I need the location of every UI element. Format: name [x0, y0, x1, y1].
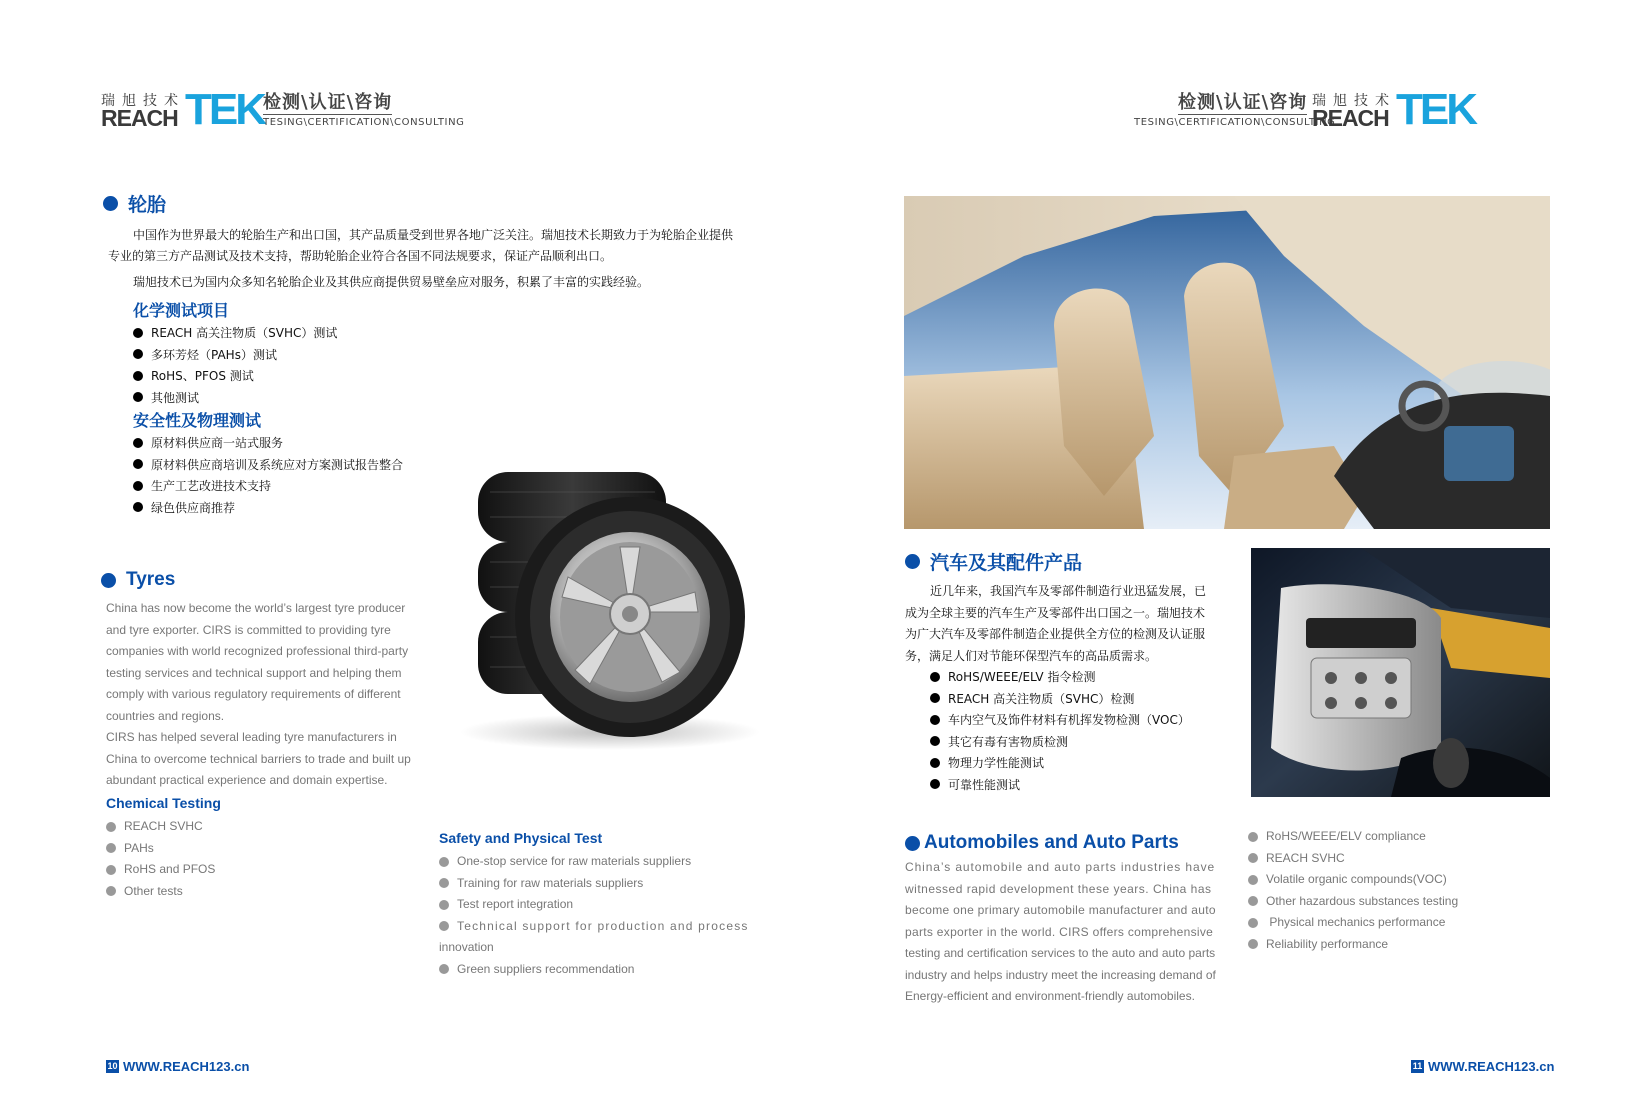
- list-item: RoHS/WEEE/ELV 指令检测: [930, 666, 1190, 688]
- list-item: REACH SVHC: [1248, 848, 1458, 870]
- tyre-cn-para1-line2: 专业的第三方产品测试及技术支持，帮助轮胎企业符合各国不同法规要求，保证产品顺利出口。: [108, 249, 613, 263]
- list-item: Test report integration: [439, 894, 759, 916]
- tyre-en-chem-list: [106, 816, 215, 902]
- list-item: 多环芳烃（PAHs）测试: [133, 344, 337, 366]
- list-item: RoHS/WEEE/ELV compliance: [1248, 826, 1458, 848]
- car-interior-illustration: [904, 196, 1550, 529]
- logo-cn-small: 瑞旭技术: [101, 93, 185, 109]
- tyre-cn-safety-title: 安全性及物理测试: [133, 411, 262, 430]
- auto-en-heading: [905, 832, 1179, 854]
- tyre-cn-chem-list: [133, 322, 337, 408]
- auto-cn-paragraph: 近几年来，我国汽车及零部件制造行业迅猛发展，已 成为全球主要的汽车生产及零部件出口国之一。瑞旭技术 为广大汽车及零部件制造企业提供全方位的检测及认证服 务，满足人们对节能环保型汽车的高品质需求。: [905, 584, 1207, 663]
- list-item: 车内空气及饰件材料有机挥发物检测（VOC）: [930, 709, 1190, 731]
- footer-right: [1411, 1059, 1554, 1074]
- auto-en-title: Automobiles and Auto Parts: [924, 832, 1179, 853]
- logo-cn-small: 瑞旭技术: [1312, 93, 1396, 109]
- list-item: Technical support for production and process: [439, 916, 759, 938]
- bullet-dot: [905, 836, 920, 851]
- car-dashboard-photo: [1251, 548, 1550, 797]
- list-item: 其他测试: [133, 387, 337, 409]
- footer-left: [106, 1059, 249, 1074]
- list-item: PAHs: [106, 838, 215, 860]
- tyre-en-chem-title: Chemical Testing: [106, 795, 221, 811]
- list-item: Volatile organic compounds(VOC): [1248, 869, 1458, 891]
- page-number: 11: [1412, 1061, 1423, 1071]
- list-item: 其它有毒有害物质检测: [930, 731, 1190, 753]
- list-item: Training for raw materials suppliers: [439, 873, 759, 895]
- list-item: REACH 高关注物质（SVHC）检测: [930, 688, 1190, 710]
- list-item: REACH SVHC: [106, 816, 215, 838]
- logo-en-small: TESING\CERTIFICATION\CONSULTING: [1134, 117, 1336, 128]
- logo-tek: TEK: [185, 85, 264, 134]
- tyre-en-paragraph: China has now become the world’s largest tyre producer and tyre exporter. CIRS is committed to providing tyre companies with world recognized professional third-party testing services and technical support and helping them comply with various regulatory requirements of different countries and regions. CIRS has helped several leading tyre manufacturers in China to overcome technical barriers to trade and built up abundant practical experience and domain expertise.: [106, 601, 411, 787]
- list-item: 绿色供应商推荐: [133, 497, 403, 519]
- list-item: Other hazardous substances testing: [1248, 891, 1458, 913]
- auto-cn-list: [930, 666, 1190, 795]
- list-item: 物理力学性能测试: [930, 752, 1190, 774]
- car-dashboard-illustration: [1251, 548, 1550, 797]
- logo-left: [101, 85, 465, 134]
- logo-right: [1134, 85, 1475, 134]
- auto-en-paragraph: China’s automobile and auto parts industries have witnessed rapid development these years. China has become one primary automobile manufacturer and auto parts exporter in the world. CIRS offers comprehensive testing and certification services to the auto and auto parts industry and helps industry meet the increasing demand of Energy-efficient and environment-friendly automobiles.: [905, 860, 1216, 1003]
- list-item: Physical mechanics performance: [1248, 912, 1458, 934]
- tyre-en-safety-title: Safety and Physical Test: [439, 830, 603, 846]
- list-item: Green suppliers recommendation: [439, 959, 759, 981]
- logo-cn-big: 检测\认证\咨询: [263, 92, 393, 113]
- list-item: REACH 高关注物质（SVHC）测试: [133, 322, 337, 344]
- list-item: 生产工艺改进技术支持: [133, 475, 403, 497]
- tyre-cn-title: 轮胎: [128, 194, 167, 216]
- auto-en-list: [1248, 826, 1458, 955]
- tyre-photo: [440, 462, 760, 752]
- list-item: Other tests: [106, 881, 215, 903]
- list-item: RoHS and PFOS: [106, 859, 215, 881]
- tyre-stack-illustration: [440, 462, 760, 752]
- tyre-cn-para2: 瑞旭技术已为国内众多知名轮胎企业及其供应商提供贸易壁垒应对服务，积累了丰富的实践经验。: [133, 275, 650, 289]
- bullet-dot: [101, 573, 116, 588]
- car-interior-photo: [904, 196, 1550, 529]
- bullet-dot: [103, 196, 118, 211]
- list-item: 原材料供应商培训及系统应对方案测试报告整合: [133, 454, 403, 476]
- tyre-en-title: Tyres: [126, 569, 176, 590]
- tyre-cn-safety-list: [133, 432, 403, 518]
- tyre-cn-chem-title: 化学测试项目: [133, 301, 230, 320]
- page-number: 10: [107, 1061, 118, 1071]
- list-item: One-stop service for raw materials suppliers: [439, 851, 759, 873]
- tyre-cn-heading: [103, 190, 166, 217]
- auto-cn-title: 汽车及其配件产品: [930, 552, 1083, 574]
- list-item-wrap: innovation: [439, 940, 494, 954]
- auto-cn-heading: [905, 548, 1082, 575]
- bullet-dot: [905, 554, 920, 569]
- logo-reach: REACH: [101, 105, 178, 131]
- tyre-cn-para1-line1: 中国作为世界最大的轮胎生产和出口国，其产品质量受到世界各地广泛关注。瑞旭技术长期致力于为轮胎企业提供: [133, 228, 734, 242]
- list-item: 原材料供应商一站式服务: [133, 432, 403, 454]
- footer-url[interactable]: WWW.REACH123.cn: [1428, 1059, 1555, 1074]
- footer-url[interactable]: WWW.REACH123.cn: [123, 1059, 250, 1074]
- list-item: 可靠性能测试: [930, 774, 1190, 796]
- list-item: RoHS、PFOS 测试: [133, 365, 337, 387]
- logo-reach: REACH: [1312, 105, 1389, 131]
- logo-cn-big: 检测\认证\咨询: [1178, 92, 1308, 113]
- logo-en-small: TESING\CERTIFICATION\CONSULTING: [263, 117, 465, 128]
- tyre-en-heading: [101, 569, 175, 591]
- logo-tek: TEK: [1396, 85, 1475, 134]
- tyre-en-safety-list: [439, 851, 759, 980]
- list-item: Reliability performance: [1248, 934, 1458, 956]
